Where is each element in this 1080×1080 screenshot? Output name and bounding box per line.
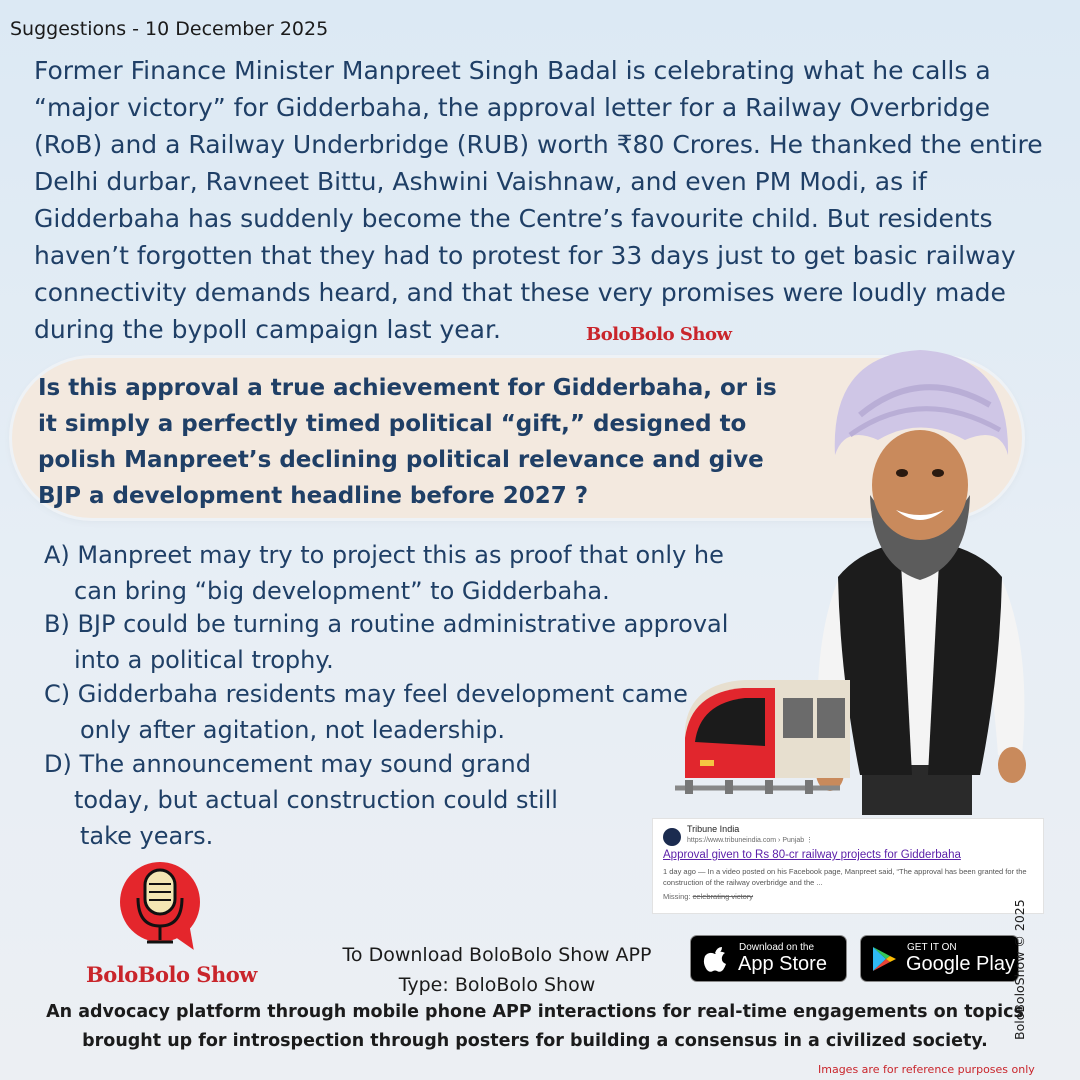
tribune-logo-icon: [663, 828, 681, 846]
option-d: [44, 746, 604, 854]
download-instructions: [332, 940, 662, 1000]
train-illustration: [665, 668, 850, 803]
news-title-link[interactable]: Approval given to Rs 80-cr railway projects for Gidderbaha: [663, 849, 961, 861]
question-text: Is this approval a true achievement for Gidderbaha, or is it simply a perfectly timed political “gift,” designed to polish Manpreet’s declining political relevance and give BJP a development headline before 2027 ?: [38, 375, 777, 509]
google-play-icon: [871, 945, 897, 973]
option-d-line1: D) The announcement may sound grand: [44, 750, 531, 778]
date-label: Suggestions - 10 December 2025: [10, 18, 329, 40]
option-a-line2: can bring “big development” to Gidderbaha.: [74, 577, 610, 605]
google-play-big-text: Google Play: [906, 953, 1015, 975]
option-a-line1: A) Manpreet may try to project this as proof that only he: [44, 541, 724, 569]
footer-tagline: An advocacy platform through mobile phone APP interactions for real-time engagements on topics brought up for introspection through posters for building a consensus in a civilized society.: [46, 1002, 1024, 1051]
download-line1: To Download BoloBolo Show APP: [342, 944, 652, 966]
intro-brand-watermark: BoloBolo Show: [586, 324, 732, 345]
news-missing-words: celebrating victory: [692, 892, 754, 901]
logo-name: BoloBolo Show: [86, 962, 257, 987]
intro-paragraph: Former Finance Minister Manpreet Singh Badal is celebrating what he calls a “major victory” for Gidderbaha, the approval letter for a Railway Overbridge (RoB) and a Railway Underbridge (RUB) worth ₹80 Crores. He thanked the entire Delhi durbar, Ravneet Bittu, Ashwini Vaishnaw, and even PM Modi, as if Gidderbaha has suddenly become the Centre’s favourite child. But residents haven’t forgotten that they had to protest for 33 days just to get basic railway connectivity demands heard, and that these very promises were loudly made during the bypoll campaign last year.: [34, 56, 1043, 344]
app-store-big-text: App Store: [738, 953, 827, 975]
option-c-line1: C) Gidderbaha residents may feel development came: [44, 680, 688, 708]
microphone-icon: [133, 868, 187, 952]
app-store-button[interactable]: [690, 935, 847, 982]
google-play-button[interactable]: [860, 935, 1019, 982]
option-b-line1: B) BJP could be turning a routine administrative approval: [44, 610, 729, 638]
option-c: [44, 676, 744, 748]
image-disclaimer: Images are for reference purposes only: [818, 1063, 1035, 1076]
news-missing-terms: [663, 892, 753, 901]
google-play-small-text: GET IT ON: [907, 942, 957, 953]
option-b-line2: into a political trophy.: [74, 646, 334, 674]
news-search-result[interactable]: [652, 818, 1044, 914]
option-a: [44, 537, 744, 609]
option-c-line2: only after agitation, not leadership.: [80, 716, 505, 744]
app-store-small-text: Download on the: [739, 942, 815, 953]
option-d-line3: take years.: [80, 822, 214, 850]
option-b: [44, 606, 744, 678]
download-line2: Type: BoloBolo Show: [398, 974, 596, 996]
news-url[interactable]: https://www.tribuneindia.com › Punjab ⋮: [687, 837, 814, 844]
option-d-line2: today, but actual construction could still: [74, 786, 558, 814]
copyright-vertical: BoloBoloShow © 2025: [1012, 899, 1027, 1040]
news-missing-label: Missing:: [663, 892, 691, 901]
apple-icon: [703, 945, 727, 973]
news-source: Tribune India: [687, 824, 740, 834]
news-snippet: 1 day ago — In a video posted on his Facebook page, Manpreet said, “The approval has been granted for the construction of the railway overbridge and the ...: [663, 867, 1027, 887]
